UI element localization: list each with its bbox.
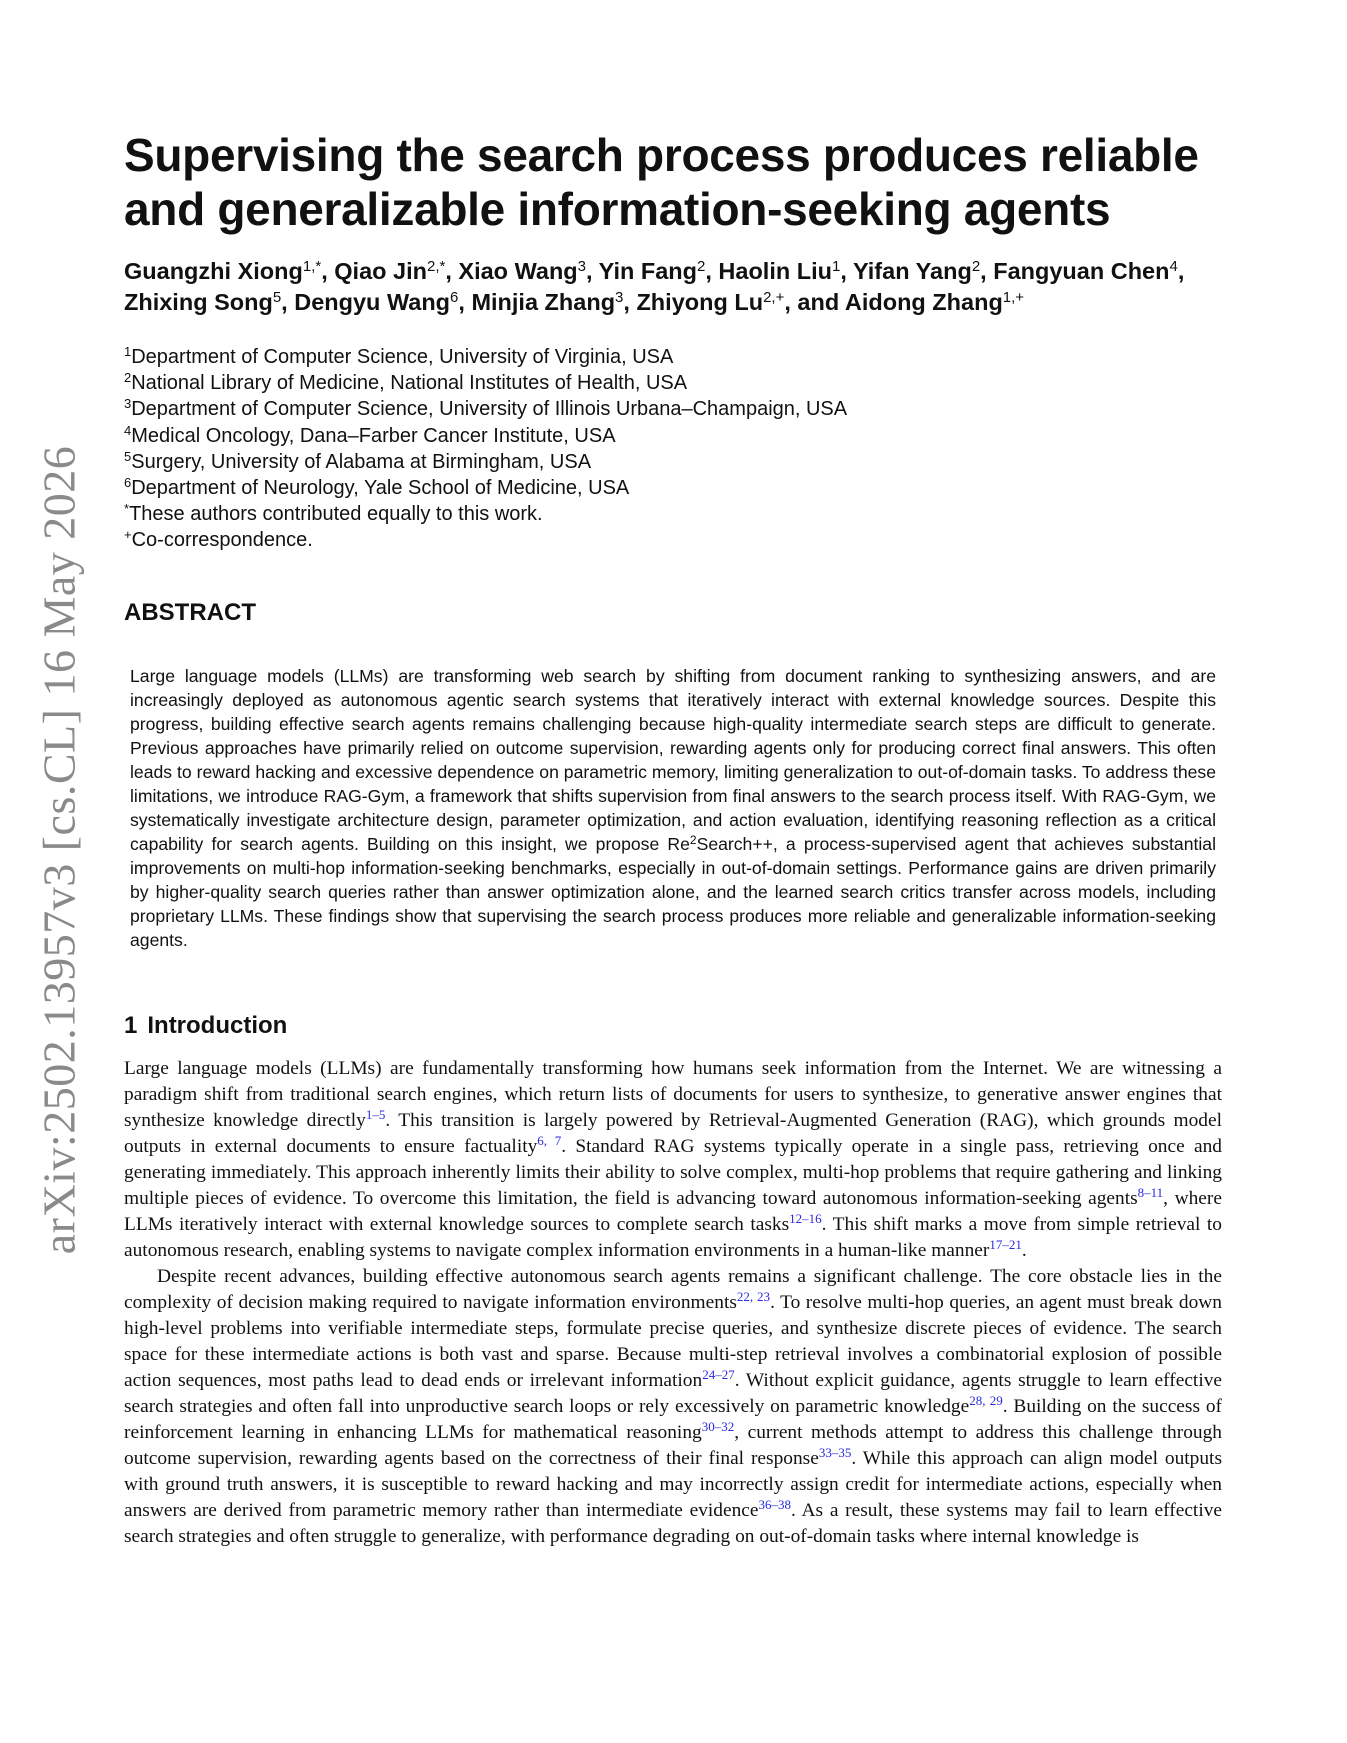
author-affiliation-mark: 6	[450, 289, 459, 306]
affiliation-mark: 6	[124, 475, 132, 491]
affiliation-line	[124, 449, 1222, 475]
author-name: Yifan Yang	[852, 258, 972, 284]
text-run: Large language models (LLMs) are transforming web search by shifting from document ranking to synthesizing answers, and are increasingly deployed as autonomous agentic search systems that iteratively interact with external knowledge sources. Despite this progress, building effective search agents remains challenging because high-quality intermediate search steps are difficult to generate. Previous approaches have primarily relied on outcome supervision, rewarding agents only for producing correct final answers. This often leads to reward hacking and excessive dependence on parametric memory, limiting generalization to out-of-domain tasks. To address these limitations, we introduce RAG-Gym, a framework that shifts supervision from final answers to the search process itself. With RAG-Gym, we systematically investigate architecture design, parameter optimization, and action evaluation, identifying reasoning reflection as a critical capability for search agents. Building on this insight, we propose Re	[130, 665, 1216, 854]
author-name: Dengyu Wang	[294, 289, 451, 315]
affiliation-text: Department of Computer Science, University of Illinois Urbana–Champaign, USA	[131, 398, 848, 421]
body-paragraph	[124, 1264, 1222, 1550]
author-affiliation-mark: 3	[615, 289, 624, 306]
affiliation-list	[124, 344, 1222, 554]
affiliation-text: These authors contributed equally to this work.	[129, 503, 543, 526]
affiliation-text: Department of Neurology, Yale School of Medicine, USA	[131, 477, 630, 500]
introduction-body	[124, 1056, 1222, 1550]
affiliation-mark: +	[124, 527, 132, 543]
text-run: Large language models (LLMs) are fundamentally transforming how humans seek information from the Internet. We are witnessing a paradigm shift from traditional search engines, which return lists of documents for users to synthesize, to generative answer engines that synthesize knowledge directly	[124, 1057, 1222, 1131]
affiliation-line	[124, 344, 1222, 370]
affiliation-mark: 3	[124, 396, 132, 412]
text-run: . As a result, these systems may fail to learn effective search strategies and often struggle to generalize, with performance degrading on out-of-domain tasks where internal knowledge is	[124, 1499, 1223, 1547]
text-run: . Building on the success of reinforcement learning in enhancing LLMs for mathematical reasoning	[124, 1395, 1222, 1443]
arxiv-sidebar	[24, 430, 94, 1270]
text-run: , where LLMs iteratively interact with external knowledge sources to complete search tasks	[124, 1187, 1222, 1235]
abstract-body	[130, 664, 1216, 952]
citation-link[interactable]: 22, 23	[736, 1288, 771, 1304]
body-paragraph	[124, 1056, 1222, 1264]
author-affiliation-mark: 2,+	[763, 289, 785, 306]
superscript: 2	[689, 832, 697, 847]
author-affiliation-mark: 1	[831, 258, 841, 275]
citation-link[interactable]: 24–27	[702, 1366, 735, 1382]
affiliation-mark: 2	[124, 370, 132, 386]
affiliation-mark: *	[124, 501, 130, 517]
text-run: . Standard RAG systems typically operate in a single pass, retrieving once and generating immediately. This approach inherently limits their ability to solve complex, multi-hop problems that require gathering and linking multiple pieces of evidence. To overcome this limitation, the field is advancing toward autonomous information-seeking agents	[124, 1135, 1222, 1209]
text-run: . This shift marks a move from simple retrieval to autonomous research, enabling systems to navigate complex information environments in a human-like manner	[124, 1213, 1222, 1261]
author-affiliation-mark: 2,*	[426, 258, 446, 275]
author-affiliation-mark: 1,*	[302, 258, 322, 275]
text-run: . This transition is largely powered by Retrieval-Augmented Generation (RAG), which grounds model outputs in external documents to ensure factuality	[124, 1109, 1222, 1157]
citation-link[interactable]: 6, 7	[537, 1132, 562, 1148]
citation-link[interactable]: 17–21	[989, 1236, 1022, 1252]
citation-link[interactable]: 8–11	[1137, 1184, 1164, 1200]
text-run: . Without explicit guidance, agents struggle to learn effective search strategies and often fall into unproductive search loops or rely excessively on parametric knowledge	[124, 1369, 1223, 1417]
author-affiliation-mark: 4	[1169, 258, 1178, 275]
author-affiliation-mark: 3	[577, 258, 586, 275]
author-affiliation-mark: 5	[272, 289, 282, 306]
text-run: .	[1021, 1239, 1027, 1261]
author-name: Yin Fang	[598, 258, 697, 284]
text-run: . While this approach can align model outputs with ground truth answers, it is susceptible to reward hacking and may incorrectly assign credit for intermediate actions, especially when answers are derived from parametric memory rather than intermediate evidence	[124, 1447, 1222, 1521]
citation-link[interactable]: 1–5	[365, 1106, 386, 1122]
abstract-heading: ABSTRACT	[124, 598, 256, 626]
affiliation-text: Surgery, University of Alabama at Birmingham, USA	[131, 450, 592, 473]
affiliation-text: Department of Computer Science, University of Virginia, USA	[131, 346, 674, 368]
affiliation-text: Co-correspondence.	[131, 529, 313, 552]
citation-link[interactable]: 33–35	[818, 1444, 852, 1460]
citation-link[interactable]: 36–38	[758, 1496, 792, 1512]
affiliation-line	[124, 423, 1222, 449]
text-run: Search++, a process-supervised agent that achieves substantial improvements on multi-hop information-seeking benchmarks, especially in out-of-domain settings. Performance gains are driven primarily by higher-quality search queries rather than answer optimization alone, and the learned search critics transfer across models, including proprietary LLMs. These findings show that supervising the search process produces more reliable and generalizable information-seeking agents.	[130, 833, 1216, 950]
author-affiliation-mark: 1,+	[1002, 289, 1025, 306]
affiliation-text: National Library of Medicine, National Institutes of Health, USA	[131, 372, 688, 395]
text-run: , current methods attempt to address this challenge through outcome supervision, rewarding agents based on the correctness of their final response	[124, 1421, 1222, 1469]
paper-page	[124, 128, 1222, 1550]
affiliation-line	[124, 475, 1222, 501]
author-name: Haolin Liu	[718, 258, 832, 284]
citation-link[interactable]: 12–16	[789, 1210, 822, 1226]
author-name: Aidong Zhang	[844, 289, 1003, 315]
text-run: . To resolve multi-hop queries, an agent must break down high-level problems into verifiable intermediate steps, formulate precise queries, and synthesize discrete pieces of evidence. The search space for these intermediate actions is both vast and sparse. Because multi-step retrieval involves a combinatorial explosion of possible action sequences, most paths lead to dead ends or irrelevant information	[124, 1291, 1222, 1391]
author-name: Qiao Jin	[334, 258, 427, 284]
author-name: Guangzhi Xiong	[124, 258, 303, 284]
affiliation-mark: 1	[124, 344, 132, 359]
affiliation-mark: 5	[124, 448, 132, 464]
affiliation-line	[124, 396, 1222, 422]
paper-title: Supervising the search process produces reliable and generalizable information-seeking agents	[124, 129, 1199, 235]
citation-link[interactable]: 28, 29	[969, 1392, 1003, 1408]
affiliation-line	[124, 527, 1222, 553]
citation-link[interactable]: 30–32	[701, 1418, 735, 1434]
section-number: 1	[124, 1011, 138, 1039]
section-heading	[124, 1012, 1222, 1040]
arxiv-identifier: arXiv:2502.13957v3 [cs.CL] 16 May 2026	[33, 445, 85, 1255]
text-run: Despite recent advances, building effective autonomous search agents remains a significant challenge. The core obstacle lies in the complexity of decision making required to navigate information environments	[124, 1265, 1222, 1313]
author-name: Fangyuan Chen	[993, 258, 1170, 284]
author-name: Zhiyong Lu	[636, 289, 764, 315]
affiliation-line	[124, 501, 1222, 527]
affiliation-text: Medical Oncology, Dana–Farber Cancer Institute, USA	[131, 424, 616, 447]
section-title: Introduction	[147, 1011, 288, 1039]
author-name: Zhixing Song	[124, 289, 273, 315]
author-name: Minjia Zhang	[471, 289, 616, 315]
affiliation-mark: 4	[124, 422, 132, 438]
author-list: Guangzhi Xiong$^{1,*}$, Qiao Jin$^{2,*}$, Xiao Wang$^3$, Yin Fang$^2$, Haolin Liu$^1$, Yifan Yang$^2$, Fangyuan Chen$^4$, Zhixing Song$^5$, Dengyu Wang$^6$, Minjia Zhang$^3$, Zhiyong $Lu^{2,+}$, and Aidong Zhang$^{1,+}$	[124, 258, 1185, 315]
author-name: Xiao Wang	[458, 258, 578, 284]
affiliation-line	[124, 370, 1222, 396]
author-affiliation-mark: 2	[971, 258, 981, 275]
author-affiliation-mark: 2	[697, 258, 706, 275]
